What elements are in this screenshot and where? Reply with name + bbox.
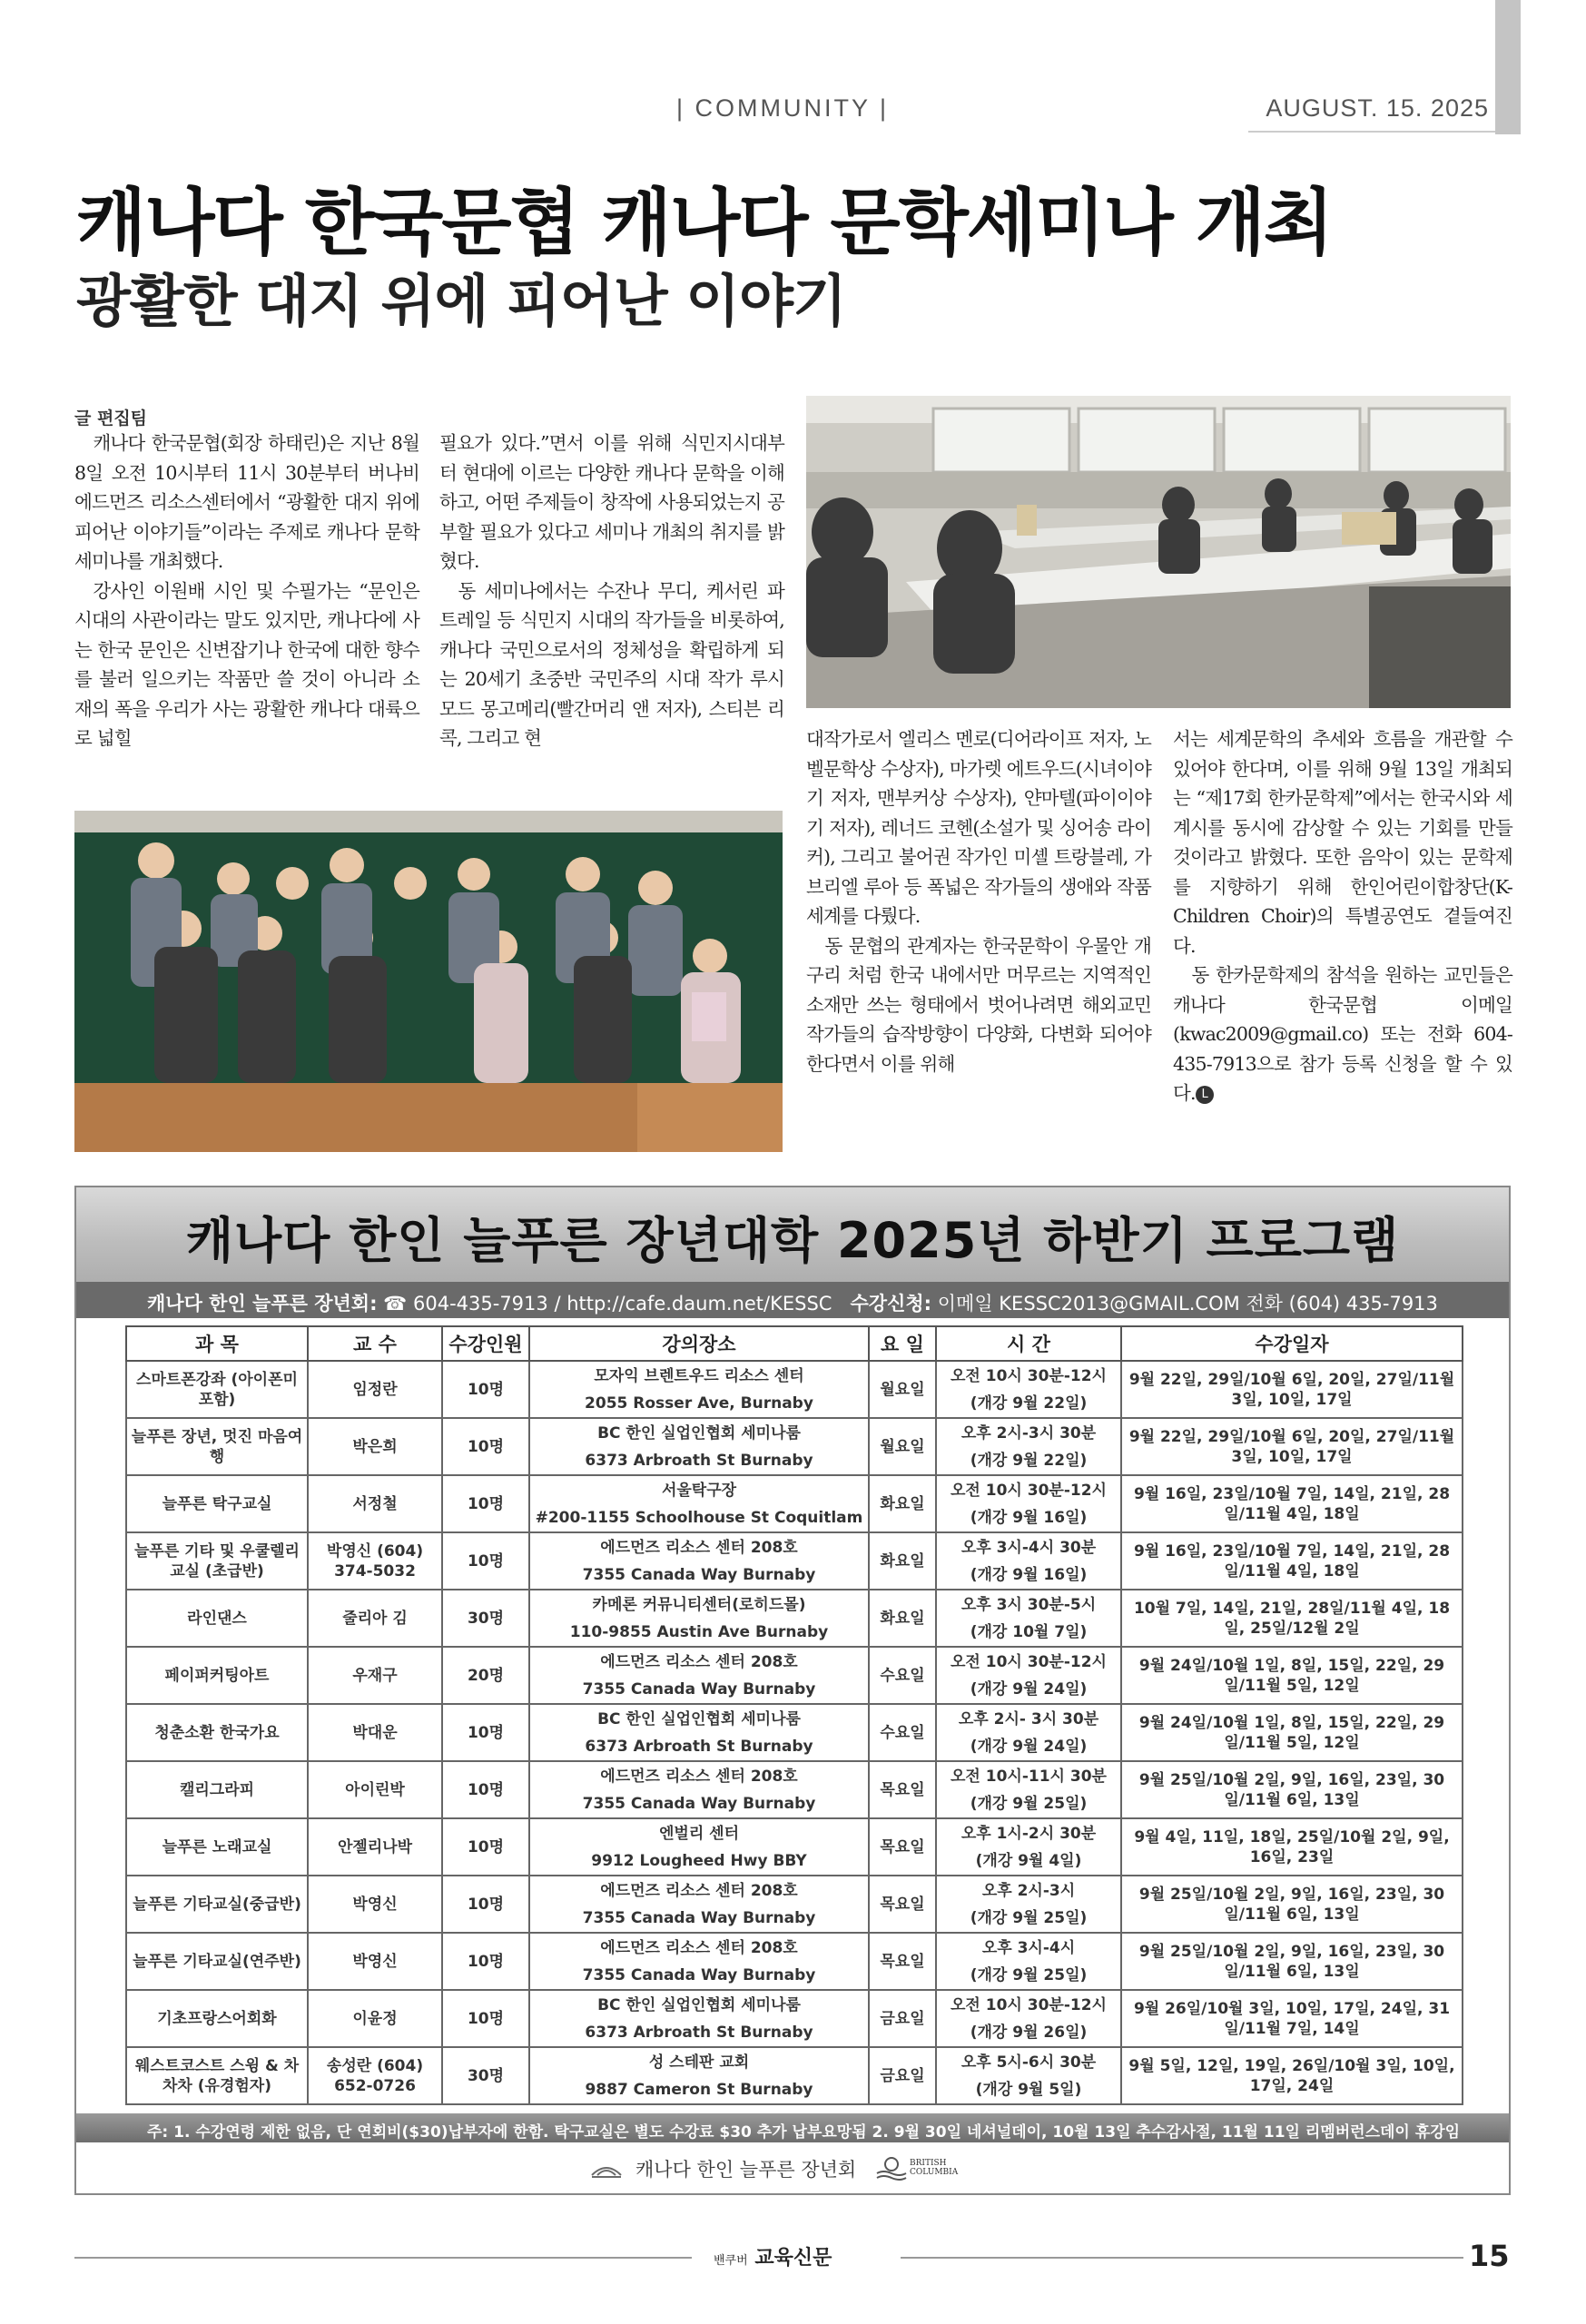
start-date: (개강 9월 22일) — [970, 1393, 1088, 1413]
header-day: 요 일 — [869, 1326, 936, 1361]
course-teacher: 박영신 — [308, 1933, 442, 1990]
location-name: 서울탁구장 — [661, 1481, 737, 1500]
course-capacity: 10명 — [442, 1532, 529, 1590]
course-time — [936, 1418, 1121, 1475]
course-capacity: 10명 — [442, 1818, 529, 1876]
table-row — [126, 1818, 1463, 1876]
course-location — [529, 1761, 869, 1818]
start-date: (개강 9월 24일) — [970, 1737, 1088, 1756]
paragraph: 강사인 이원배 시인 및 수필가는 “문인은 시대의 사관이라는 말도 있지만, 캐나다에 사는 한국 문인은 신변잡기나 한국에 대한 향수를 불러 일으키는 작품만 쓸 것이 아니라 소재의 폭을 우리가 사는 광활한 캐나다 대륙으로 넓힐 — [74, 579, 419, 749]
program-apply-label: 수강신청: — [850, 1293, 932, 1315]
org-leaf-logo-icon — [590, 2159, 623, 2179]
course-time — [936, 1361, 1121, 1418]
header-time: 시 간 — [936, 1326, 1121, 1361]
course-time — [936, 2047, 1121, 2104]
course-capacity: 10명 — [442, 1704, 529, 1761]
table-row — [126, 1933, 1463, 1990]
course-subject: 늘푸른 기타교실(중급반) — [126, 1876, 308, 1933]
publication-logo — [714, 2242, 886, 2270]
course-capacity: 10명 — [442, 1418, 529, 1475]
course-location — [529, 2047, 869, 2104]
table-row — [126, 1361, 1463, 1418]
article-column-2 — [439, 428, 784, 792]
program-contact-line — [147, 1289, 1491, 1316]
course-time — [936, 1818, 1121, 1876]
location-address: 6373 Arbroath St Burnaby — [585, 1451, 813, 1470]
bc-government-logo-icon — [875, 2155, 908, 2181]
location-address: 110-9855 Austin Ave Burnaby — [569, 1622, 829, 1641]
start-date: (개강 9월 5일) — [975, 2080, 1082, 2099]
course-day: 화요일 — [869, 1475, 936, 1532]
course-day: 월요일 — [869, 1361, 936, 1418]
schedule-header-row — [126, 1326, 1463, 1361]
course-subject: 기초프랑스어회화 — [126, 1990, 308, 2047]
location-address: 2055 Rosser Ave, Burnaby — [585, 1393, 813, 1413]
program-contact: ☎ 604-435-7913 / http://cafe.daum.net/KESSC — [383, 1293, 832, 1315]
schedule-body — [126, 1361, 1463, 2104]
course-capacity: 10명 — [442, 1876, 529, 1933]
classroom-photo-image — [806, 396, 1511, 708]
course-location — [529, 1475, 869, 1532]
course-capacity: 20명 — [442, 1647, 529, 1704]
paragraph: 서는 세계문학의 추세와 흐름을 개관할 수 있어야 한다며, 이를 위해 9월 13일 개최되는 “제17회 한카문학제”에서는 한국시와 세계시를 동시에 감상할 수 있는 기회를 만들 것이라고 밝혔다. 또한 음악이 있는 문학제를 지향하기 위해 한인어린이합창단(K-Children Choir)의 특별공연도 곁들여진다. — [1173, 728, 1512, 957]
course-capacity: 10명 — [442, 1761, 529, 1818]
table-row — [126, 1418, 1463, 1475]
program-advertisement — [74, 1186, 1511, 2195]
time-range: 오전 10시 30분-12시 — [951, 1652, 1107, 1671]
location-address: 6373 Arbroath St Burnaby — [585, 2023, 813, 2042]
paragraph: 캐나다 한국문협(회장 하태린)은 지난 8월 8일 오전 10시부터 11시 30분부터 버나비 에드먼즈 리소스센터에서 “광활한 대지 위에 피어난 이야기들”이라는 주제로 캐나다 문학 세미나를 개최했다. — [74, 432, 419, 572]
side-tab-bar — [1495, 0, 1521, 134]
course-capacity: 30명 — [442, 1590, 529, 1647]
course-time — [936, 1532, 1121, 1590]
course-dates: 9월 25일/10월 2일, 9일, 16일, 23일, 30일/11월 6일, 13일 — [1121, 1876, 1463, 1933]
course-dates: 9월 4일, 11일, 18일, 25일/10월 2일, 9일, 16일, 23일 — [1121, 1818, 1463, 1876]
course-time — [936, 1704, 1121, 1761]
course-teacher: 서정철 — [308, 1475, 442, 1532]
course-dates: 10월 7일, 14일, 21일, 28일/11월 4일, 18일, 25일/12월 2일 — [1121, 1590, 1463, 1647]
course-day: 목요일 — [869, 1761, 936, 1818]
course-teacher: 이윤정 — [308, 1990, 442, 2047]
location-address: #200-1155 Schoolhouse St Coquitlam — [535, 1508, 863, 1527]
course-dates: 9월 25일/10월 2일, 9일, 16일, 23일, 30일/11월 6일, 13일 — [1121, 1761, 1463, 1818]
table-row — [126, 1990, 1463, 2047]
course-subject: 페이퍼커팅아트 — [126, 1647, 308, 1704]
course-subject: 늘푸른 노래교실 — [126, 1818, 308, 1876]
start-date: (개강 9월 22일) — [970, 1451, 1088, 1470]
article-column-3 — [806, 724, 1151, 1160]
start-date: (개강 9월 16일) — [970, 1565, 1088, 1584]
course-day: 목요일 — [869, 1876, 936, 1933]
location-name: 성 스테판 교회 — [648, 2053, 750, 2072]
location-name: 엔벌리 센터 — [658, 1824, 740, 1843]
location-address: 7355 Canada Way Burnaby — [582, 1565, 816, 1584]
paragraph-text: 동 한카문학제의 참석을 원하는 교민들은 캐나다 한국문협 이메일(kwac2009@gmail.co) 또는 전화 604-435-7913으로 참가 등록 신청을 할 수 있다. — [1173, 964, 1512, 1104]
location-address: 7355 Canada Way Burnaby — [582, 1794, 816, 1813]
program-title: 캐나다 한인 늘푸른 장년대학 2025년 하반기 프로그램 — [185, 1212, 1400, 1269]
start-date: (개강 9월 26일) — [970, 2023, 1088, 2042]
course-capacity: 10명 — [442, 1475, 529, 1532]
course-day: 금요일 — [869, 1990, 936, 2047]
group-photo-image — [74, 811, 783, 1152]
publication-logo-main: 교육신문 — [754, 2247, 832, 2270]
course-subject: 웨스트코스트 스윙 & 차차차 (유경험자) — [126, 2047, 308, 2104]
seminar-classroom-photo — [806, 396, 1511, 708]
time-range: 오후 1시-2시 30분 — [960, 1824, 1097, 1843]
course-day: 월요일 — [869, 1418, 936, 1475]
course-day: 금요일 — [869, 2047, 936, 2104]
course-time — [936, 1990, 1121, 2047]
course-subject: 청춘소환 한국가요 — [126, 1704, 308, 1761]
program-logos — [76, 2144, 1509, 2195]
course-location — [529, 1418, 869, 1475]
paragraph: 동 문협의 관계자는 한국문학이 우물안 개구리 처럼 한국 내에서만 머무르는 지역적인 소재만 쓰는 형태에서 벗어나려면 해외교민작가들의 습작방향이 다양화, 다변화 되어야 한다면서 이를 위해 — [806, 934, 1151, 1075]
program-apply-contact: 이메일 KESSC2013@GMAIL.COM 전화 (604) 435-7913 — [937, 1293, 1438, 1315]
table-row — [126, 1590, 1463, 1647]
course-location — [529, 1990, 869, 2047]
article-title: 캐나다 한국문협 캐나다 문학세미나 개최 — [76, 181, 1333, 265]
course-location — [529, 1532, 869, 1590]
header-divider — [1248, 131, 1495, 133]
time-range: 오후 3시-4시 30분 — [960, 1538, 1097, 1557]
paragraph: 동 세미나에서는 수잔나 무디, 케서린 파 트레일 등 식민지 시대의 작가들을 비롯하여, 캐나다 국민으로서의 정체성을 확립하게 되는 20세기 초중반 국민주의 시대 작가 루시 모드 몽고메리(빨간머리 앤 저자), 스티븐 리콕, 그리고 현 — [439, 579, 784, 749]
course-day: 수요일 — [869, 1704, 936, 1761]
start-date: (개강 9월 25일) — [970, 1965, 1088, 1984]
header-location: 강의장소 — [529, 1326, 869, 1361]
course-time — [936, 1876, 1121, 1933]
course-time — [936, 1590, 1121, 1647]
course-teacher: 우재구 — [308, 1647, 442, 1704]
course-day: 수요일 — [869, 1647, 936, 1704]
course-dates: 9월 16일, 23일/10월 7일, 14일, 21일, 28일/11월 4일, 18일 — [1121, 1532, 1463, 1590]
start-date: (개강 9월 25일) — [970, 1794, 1088, 1813]
article-end-mark: L — [1196, 1086, 1214, 1104]
course-capacity: 30명 — [442, 2047, 529, 2104]
course-location — [529, 1933, 869, 1990]
course-location — [529, 1704, 869, 1761]
paragraph: 필요가 있다.”면서 이를 위해 식민지시대부터 현대에 이르는 다양한 캐나다 문학을 이해하고, 어떤 주제들이 창작에 사용되었는지 공부할 필요가 있다고 세미나 개최의 취지를 밝혔다. — [439, 432, 784, 572]
table-row — [126, 1761, 1463, 1818]
course-teacher: 아이린박 — [308, 1761, 442, 1818]
location-address: 7355 Canada Way Burnaby — [582, 1965, 816, 1984]
course-subject: 캘리그라피 — [126, 1761, 308, 1818]
time-range: 오전 10시 30분-12시 — [951, 1995, 1107, 2014]
course-teacher: 줄리아 김 — [308, 1590, 442, 1647]
course-subject: 늘푸른 탁구교실 — [126, 1475, 308, 1532]
start-date: (개강 9월 25일) — [970, 1908, 1088, 1927]
org-footer-name: 캐나다 한인 늘푸른 장년회 — [635, 2159, 857, 2181]
publication-logo-small: 밴쿠버 — [714, 2254, 748, 2268]
time-range: 오후 3시-4시 — [981, 1938, 1076, 1957]
program-org-label: 캐나다 한인 늘푸른 장년회: — [147, 1293, 378, 1315]
start-date: (개강 9월 24일) — [970, 1679, 1088, 1699]
time-range: 오전 10시 30분-12시 — [951, 1366, 1107, 1385]
course-teacher: 박영신 (604) 374-5032 — [308, 1532, 442, 1590]
course-subject: 늘푸른 기타 및 우쿨렐리 교실 (초급반) — [126, 1532, 308, 1590]
location-address: 6373 Arbroath St Burnaby — [585, 1737, 813, 1756]
course-subject: 늘푸른 기타교실(연주반) — [126, 1933, 308, 1990]
course-time — [936, 1761, 1121, 1818]
course-time — [936, 1933, 1121, 1990]
article-column-1 — [74, 428, 419, 792]
page-number: 15 — [1469, 2239, 1510, 2273]
course-day: 화요일 — [869, 1590, 936, 1647]
course-dates: 9월 24일/10월 1일, 8일, 15일, 22일, 29일/11월 5일, 12일 — [1121, 1704, 1463, 1761]
section-label: | COMMUNITY | — [676, 94, 890, 122]
location-address: 7355 Canada Way Burnaby — [582, 1908, 816, 1927]
course-day: 화요일 — [869, 1532, 936, 1590]
header-capacity: 수강인원 — [442, 1326, 529, 1361]
location-name: 카메론 커뮤니티센터(로히드몰) — [592, 1595, 806, 1614]
header-dates: 수강일자 — [1121, 1326, 1463, 1361]
paragraph — [1173, 960, 1512, 1108]
header-teacher: 교 수 — [308, 1326, 442, 1361]
course-location — [529, 1647, 869, 1704]
time-range: 오후 2시-3시 30분 — [960, 1423, 1097, 1443]
location-name: 에드먼즈 리소스 센터 208호 — [600, 1538, 798, 1557]
course-dates: 9월 16일, 23일/10월 7일, 14일, 21일, 28일/11월 4일, 18일 — [1121, 1475, 1463, 1532]
course-teacher: 박영신 — [308, 1876, 442, 1933]
course-location — [529, 1361, 869, 1418]
course-subject: 늘푸른 장년, 멋진 마음여행 — [126, 1418, 308, 1475]
time-range: 오전 10시 30분-12시 — [951, 1481, 1107, 1500]
location-name: BC 한인 실업인협회 세미나룸 — [597, 1995, 801, 2014]
program-note: 주: 1. 수강연령 제한 없음, 단 연회비($30)납부자에 한함. 탁구교실은 별도 수강료 $30 추가 납부요망됨 2. 9월 30일 네셔널데이, 10월 13일 추수감사절, 11월 11일 리멤버런스데이 휴강임 — [147, 2123, 1461, 2142]
table-row — [126, 1647, 1463, 1704]
location-address: 9887 Cameron St Burnaby — [585, 2080, 813, 2099]
course-dates: 9월 22일, 29일/10월 6일, 20일, 27일/11월 3일, 10일, 17일 — [1121, 1361, 1463, 1418]
course-location — [529, 1590, 869, 1647]
course-teacher: 임정란 — [308, 1361, 442, 1418]
time-range: 오후 3시 30분-5시 — [960, 1595, 1097, 1614]
location-name: 모자익 브렌트우드 리소스 센터 — [594, 1366, 804, 1385]
article-byline: 글 편집팀 — [74, 409, 148, 428]
start-date: (개강 10월 7일) — [970, 1622, 1088, 1641]
course-day: 목요일 — [869, 1818, 936, 1876]
location-address: 9912 Lougheed Hwy BBY — [591, 1851, 807, 1870]
location-address: 7355 Canada Way Burnaby — [582, 1679, 816, 1699]
start-date: (개강 9월 16일) — [970, 1508, 1088, 1527]
course-teacher: 안젤리나박 — [308, 1818, 442, 1876]
course-dates: 9월 5일, 12일, 19일, 26일/10월 3일, 10일, 17일, 24일 — [1121, 2047, 1463, 2104]
start-date: (개강 9월 4일) — [975, 1851, 1082, 1870]
location-name: 에드먼즈 리소스 센터 208호 — [600, 1652, 798, 1671]
course-teacher: 박대운 — [308, 1704, 442, 1761]
course-subject: 스마트폰강좌 (아이폰미포함) — [126, 1361, 308, 1418]
course-teacher: 송성란 (604) 652-0726 — [308, 2047, 442, 2104]
location-name: 에드먼즈 리소스 센터 208호 — [600, 1767, 798, 1786]
course-day: 목요일 — [869, 1933, 936, 1990]
seminar-group-photo — [74, 811, 783, 1152]
course-time — [936, 1475, 1121, 1532]
location-name: BC 한인 실업인협회 세미나룸 — [597, 1709, 801, 1728]
course-dates: 9월 22일, 29일/10월 6일, 20일, 27일/11월 3일, 10일, 17일 — [1121, 1418, 1463, 1475]
program-info-band — [76, 1282, 1509, 1318]
course-teacher: 박은희 — [308, 1418, 442, 1475]
time-range: 오후 2시-3시 — [981, 1881, 1076, 1900]
course-dates: 9월 26일/10월 3일, 10일, 17일, 24일, 31일/11월 7일, 14일 — [1121, 1990, 1463, 2047]
article-column-4 — [1173, 724, 1512, 1160]
issue-date: AUGUST. 15. 2025 — [1266, 94, 1489, 122]
time-range: 오전 10시-11시 30분 — [951, 1767, 1107, 1786]
course-capacity: 10명 — [442, 1990, 529, 2047]
table-row — [126, 1704, 1463, 1761]
table-row — [126, 1876, 1463, 1933]
course-location — [529, 1818, 869, 1876]
table-row — [126, 1475, 1463, 1532]
course-subject: 라인댄스 — [126, 1590, 308, 1647]
footer-divider-left — [74, 2257, 692, 2259]
course-dates: 9월 25일/10월 2일, 9일, 16일, 23일, 30일/11월 6일, 13일 — [1121, 1933, 1463, 1990]
course-location — [529, 1876, 869, 1933]
course-time — [936, 1647, 1121, 1704]
article-subtitle: 광활한 대지 위에 피어난 이야기 — [76, 268, 846, 334]
course-capacity: 10명 — [442, 1933, 529, 1990]
course-dates: 9월 24일/10월 1일, 8일, 15일, 22일, 29일/11월 5일, 12일 — [1121, 1647, 1463, 1704]
schedule-table — [125, 1325, 1463, 2105]
location-name: BC 한인 실업인협회 세미나룸 — [597, 1423, 801, 1443]
time-range: 오후 5시-6시 30분 — [960, 2053, 1097, 2072]
footer-divider-right — [901, 2257, 1463, 2259]
course-capacity: 10명 — [442, 1361, 529, 1418]
location-name: 에드먼즈 리소스 센터 208호 — [600, 1881, 798, 1900]
bc-logo-text: BRITISH COLUMBIA — [910, 2159, 959, 2177]
table-row — [126, 1532, 1463, 1590]
location-name: 에드먼즈 리소스 센터 208호 — [600, 1938, 798, 1957]
table-row — [126, 2047, 1463, 2104]
paragraph: 대작가로서 엘리스 멘로(디어라이프 저자, 노벨문학상 수상자), 마가렛 에트우드(시녀이야기 저자, 맨부커상 수상자), 얀마텔(파이이야기 저자), 레너드 코헨(소설가 및 싱어송 라이커), 그리고 불어권 작가인 미셸 트랑블레, 가브리엘 루아 등 폭넓은 작가들의 생애와 작품세계를 다뤘다. — [806, 728, 1151, 927]
time-range: 오후 2시- 3시 30분 — [958, 1709, 1099, 1728]
header-subject: 과 목 — [126, 1326, 308, 1361]
